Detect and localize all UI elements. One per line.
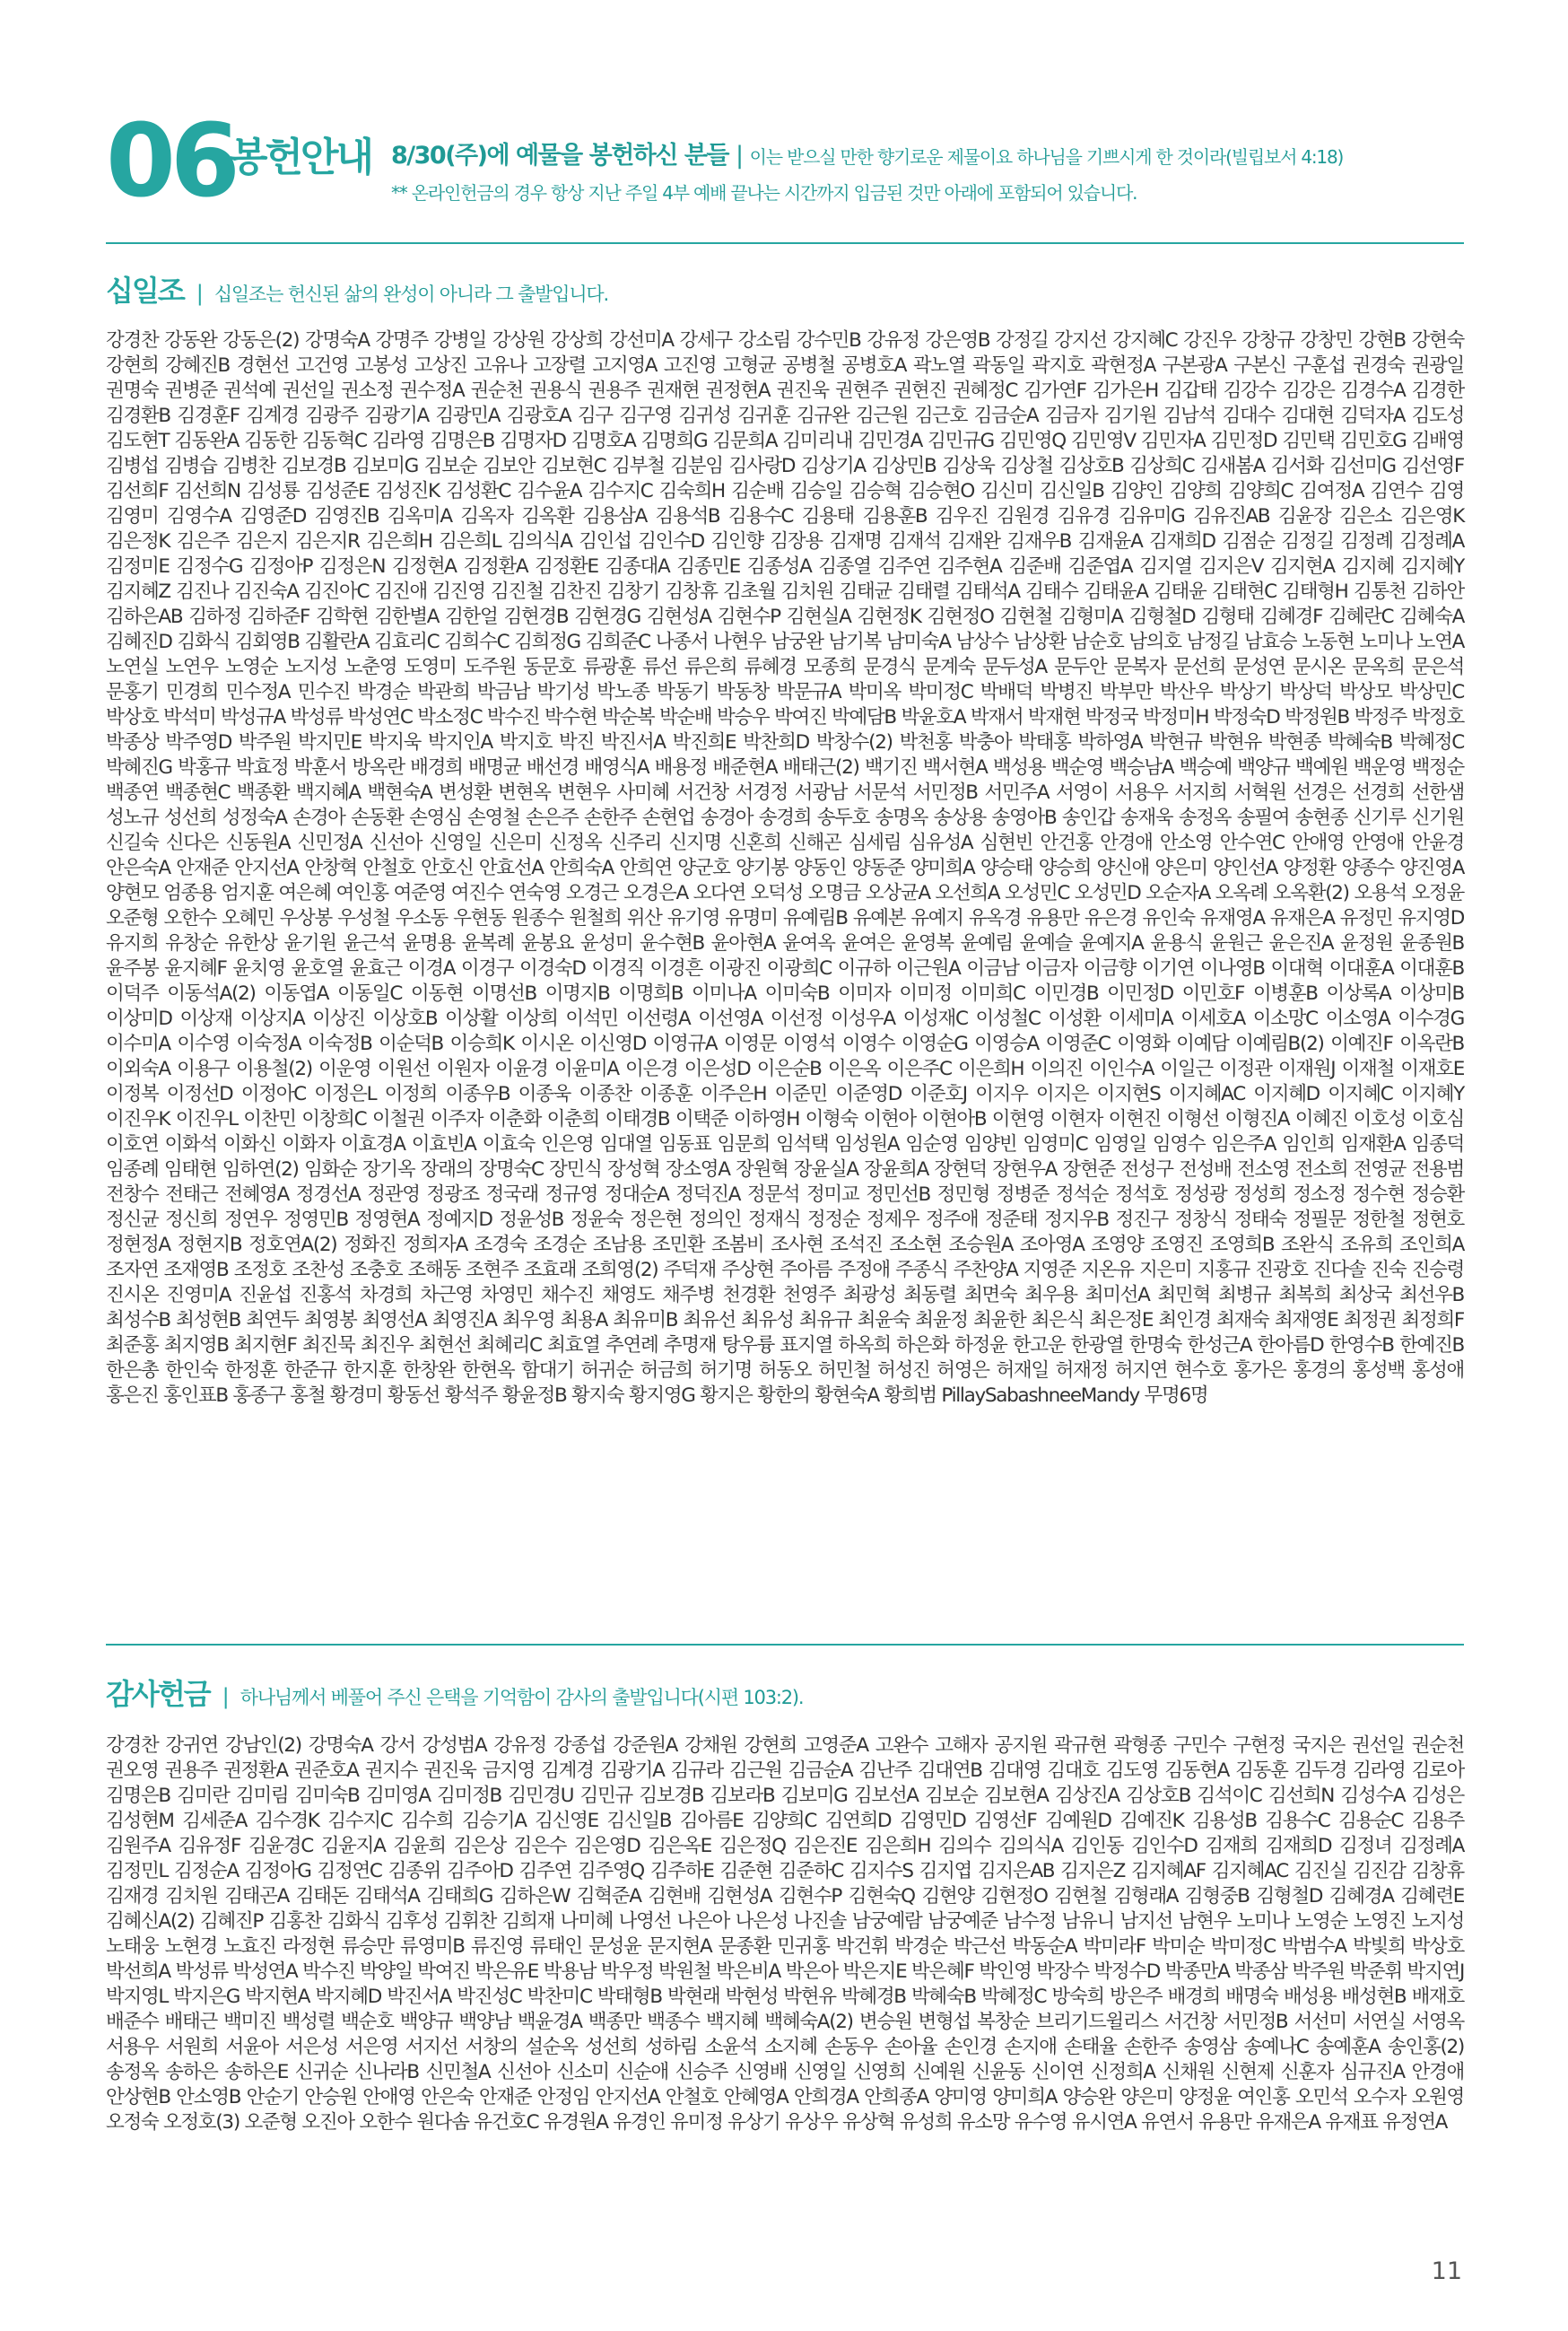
thanks-separator: | [222,1684,228,1709]
thanks-title-row [106,1674,803,1717]
page-number: 11 [1431,2257,1462,2285]
thanks-title: 감사헌금 [106,1677,210,1711]
thanks-subtitle: 하나님께서 베풀어 주신 은택을 기억함이 감사의 출발입니다(시편 103:2). [240,1687,804,1708]
heading-verse: 이는 받으실 만한 향기로운 제물이요 하나님을 기쁘시게 한 것이라(빌립보서 4:18) [749,146,1344,168]
section-header [106,103,1469,242]
section-number: 06 [106,103,235,220]
tithe-title-row [106,271,608,314]
online-offering-note: ** 온라인헌금의 경우 항상 지난 주일 4부 예배 끝나는 시간까지 입금된 것만 아래에 포함되어 있습니다. [391,182,1137,204]
thanks-names: 강경찬 강귀연 강남인(2) 강명숙A 강서 강성범A 강유정 강종섭 강준원A 강채원 강현희 고영준A 고완수 고해자 공지원 곽규현 곽형종 구민수 구현정 국지은 권선일 권순천 권오영 권용주 권정환A 권준호A 권지수 권진욱 금지영 김계경 김광기A 김규라 김근원 김금순A 김난주 김대연B 김대영 김대호 김도영 김동현A 김동훈 김두경 김라영 김로아 김명은B 김미란 김미림 김미숙B 김미영A 김미정B 김민경U 김민규 김보경B 김보라B 김보미G 김보선A 김보순 김보현A 김상진A 김상호B 김석이C 김선희N 김성수A 김성은 김성현M 김세준A 김수경K 김수지C 김수희 김승기A 김신영E 김신일B 김아름E 김양희C 김연희D 김영민D 김영선F 김예원D 김예진K 김용성B 김용수C 김용순C 김용주 김원주A 김유정F 김윤경C 김윤지A 김윤희 김은상 김은수 김은영D 김은옥E 김은정Q 김은진E 김은희H 김의수 김의식A 김인동 김인수D 김재희 김재희D 김정녀 김정례A 김정민L 김정순A 김정아G 김정연C 김종위 김주아D 김주연 김주영Q 김주하E 김준현 김준하C 김지수S 김지엽 김지은AB 김지은Z 김지혜AF 김지혜AC 김진실 김진감 김창휴 김재경 김치원 김태곤A 김태돈 김태석A 김태희G 김하은W 김혁준A 김현배 김현성A 김현수P 김현숙Q 김현양 김현정O 김현철 김형래A 김형중B 김형철D 김혜경A 김혜련E 김혜신A(2) 김혜진P 김홍찬 김화식 김후성 김휘찬 김희재 나미혜 나영선 나은아 나은성 나진솔 남궁예람 남궁예준 남수정 남유니 남지선 남현우 노미나 노영순 노영진 노지성 노태웅 노현경 노효진 라정현 류승만 류영미B 류진영 류태인 문성윤 문지현A 문종환 민귀홍 박건휘 박경순 박근선 박동순A 박미라F 박미순 박미정C 박범수A 박빛희 박상호 박선희A 박성류 박성연A 박수진 박양일 박여진 박은유E 박용남 박우정 박원철 박은비A 박은아 박은지E 박은혜F 박인영 박장수 박정수D 박종만A 박종삼 박주원 박준휘 박지연J 박지영L 박지은G 박지현A 박지혜D 박진서A 박진성C 박찬미C 박태형B 박현래 박현성 박현유 박혜경B 박혜숙B 박혜정C 방숙희 방은주 배경희 배명숙 배성용 배성현B 배재호 배준수 배태근 백미진 백성렬 백순호 백양규 백양남 백윤경A 백종만 백종수 백지혜 백혜숙A(2) 변승원 변형섭 복창순 브리기드윌리스 서건창 서민정B 서선미 서연실 서영옥 서용우 서원희 서윤아 서은성 서은영 서지선 서창의 설순옥 성선희 성하림 소윤석 소지혜 손동우 손아율 손인경 손지애 손태율 손한주 송영삼 송예나C 송예훈A 송인홍(2) 송정옥 송하은 송하은E 신귀순 신나라B 신민철A 신선아 신소미 신순애 신승주 신영배 신영일 신영희 신예원 신윤동 신이연 신정희A 신채원 신현제 신훈자 심규진A 안경애 안상현B 안소영B 안순기 안승원 안애영 안은숙 안재준 안정임 안지선A 안철호 안혜영A 안희경A 안희종A 양미영 양미희A 양승완 양은미 양정윤 여인홍 오민석 오수자 오원영 오정숙 오정호(3) 오준형 오진아 오한수 원다솜 유건호C 유경원A 유경인 유미정 유상기 유상우 유상혁 유성희 유소망 유수영 유시연A 유연서 유용만 유재은A 유재표 유정연A [106,1734,1464,2134]
offering-date-heading: 8/30(주)에 예물을 봉헌하신 분들 [391,142,729,170]
tithe-subtitle: 십일조는 헌신된 삶의 완성이 아니라 그 출발입니다. [213,284,608,305]
offering-heading [391,138,1343,175]
heading-separator: | [736,142,743,170]
tithe-separator: | [196,281,202,306]
section-divider [106,1644,1464,1646]
tithe-title: 십일조 [106,274,184,308]
tithe-names: 강경찬 강동완 강동은(2) 강명숙A 강명주 강병일 강상원 강상희 강선미A 강세구 강소림 강수민B 강유정 강은영B 강정길 강지선 강지혜C 강진우 강창규 강창민 강현B 강현숙 강현희 강혜진B 경현선 고건영 고봉성 고상진 고유나 고장렬 고지영A 고진영 고형균 공병철 공병호A 곽노열 곽동일 곽지호 곽현정A 구본광A 구본신 구훈섭 권경숙 권광일 권명숙 권병준 권석예 권선일 권소정 권수정A 권순천 권용식 권용주 권재현 권정현A 권진욱 권현주 권현진 권혜정C 김가연F 김가은H 김갑태 김강수 김강은 김경수A 김경한 김경환B 김경훈F 김계경 김광주 김광기A 김광민A 김광호A 김구 김구영 김귀성 김귀훈 김규완 김근원 김근호 김금순A 김금자 김기원 김남석 김대수 김대현 김덕자A 김도성 김도현T 김동완A 김동한 김동혁C 김라영 김명은B 김명자D 김명호A 김명희G 김문희A 김미리내 김민경A 김민규G 김민영Q 김민영V 김민자A 김민정D 김민택 김민호G 김배영 김병섭 김병습 김병찬 김보경B 김보미G 김보순 김보안 김보현C 김부철 김분임 김사랑D 김상기A 김상민B 김상욱 김상철 김상호B 김상희C 김새봄A 김서화 김선미G 김선영F 김선희F 김선희N 김성룡 김성준E 김성진K 김성환C 김수윤A 김수지C 김숙희H 김순배 김승일 김승혁 김승현O 김신미 김신일B 김양인 김양희 김양희C 김여정A 김연수 김영 김영미 김영수A 김영준D 김영진B 김옥미A 김옥자 김옥환 김용삼A 김용석B 김용수C 김용태 김용훈B 김우진 김원경 김유경 김유미G 김유진AB 김윤장 김은소 김은영K 김은정K 김은주 김은지 김은지R 김은희H 김은희L 김의식A 김인섭 김인수D 김인향 김장용 김재명 김재석 김재완 김재우B 김재윤A 김재희D 김점순 김정길 김정례 김정례A 김정미E 김정수G 김정아P 김정은N 김정현A 김정환A 김정환E 김종대A 김종민E 김종성A 김종열 김주연 김주현A 김준배 김준엽A 김지열 김지은V 김지현A 김지혜 김지혜Y 김지혜Z 김진나 김진숙A 김진아C 김진애 김진영 김진철 김찬진 김창기 김창휴 김초월 김치원 김태균 김태렬 김태석A 김태수 김태윤A 김태윤 김태현C 김태형H 김통천 김하안 김하은AB 김하정 김하준F 김학현 김한별A 김한얼 김현경B 김현경G 김현성A 김현수P 김현실A 김현정K 김현정O 김현철 김형미A 김형철D 김형태 김혜경F 김혜란C 김혜숙A 김혜진D 김화식 김회영B 김활란A 김효리C 김희수C 김희정G 김희준C 나종서 나현우 남궁완 남기복 남미숙A 남상수 남상환 남순호 남의호 남정길 남효승 노동현 노미나 노연A 노연실 노연우 노영순 노지성 노춘영 도영미 도주원 동문호 류광훈 류선 류은희 류혜경 모종희 문경식 문계숙 문두성A 문두안 문복자 문선희 문성연 문시온 문옥희 문은석 문홍기 민경희 민수정A 민수진 박경순 박관희 박금남 박기성 박노종 박동기 박동창 박문규A 박미옥 박미정C 박배덕 박병진 박부만 박산우 박상기 박상덕 박상모 박상민C 박상호 박석미 박성규A 박성류 박성연C 박소정C 박수진 박수현 박순복 박순배 박승우 박여진 박예담B 박윤호A 박재서 박재현 박정국 박정미H 박정숙D 박정원B 박정주 박정호 박종상 박주영D 박주원 박지민E 박지욱 박지인A 박지호 박진 박진서A 박진희E 박찬희D 박창수(2) 박천홍 박충아 박태홍 박하영A 박현규 박현유 박현종 박혜숙B 박혜정C 박혜진G 박홍규 박효정 박훈서 방옥란 배경희 배명균 배선경 배영식A 배용정 배준현A 배태근(2) 백기진 백서현A 백성용 백순영 백승남A 백승예 백양규 백예원 백운영 백정순 백종연 백종현C 백종환 백지혜A 백현숙A 변성환 변현옥 변현우 사미혜 서건창 서경정 서광남 서문석 서민정B 서민주A 서영이 서용우 서지희 서혁원 선경은 선경희 선한샘 성노규 성선희 성정숙A 손경아 손동환 손영심 손영철 손은주 손한주 손현업 송경아 송경희 송두호 송명옥 송상용 송영아B 송인갑 송재욱 송정옥 송필여 송현종 신기루 신기원 신길숙 신다은 신동원A 신민정A 신선아 신영일 신은미 신정옥 신주리 신지명 신혼희 신해곤 심세림 심유성A 심현빈 안건홍 안경애 안소영 안수연C 안애영 안영애 안윤경 안은숙A 안재준 안지선A 안창혁 안철호 안호신 안효선A 안희숙A 안희연 양군호 양기봉 양동인 양동준 양미희A 양승태 양승희 양신애 양은미 양인선A 양정환 양종수 양진영A 양현모 엄종용 엄지훈 여은혜 여인홍 여준영 여진수 연숙영 오경근 오경은A 오다연 오덕성 오명금 오상균A 오선희A 오성민C 오성민D 오순자A 오옥례 오옥환(2) 오용석 오정윤 오준형 오한수 오혜민 우상봉 우성철 우소동 우현동 원종수 원철희 위산 유기영 유명미 유예림B 유예본 유예지 유옥경 유용만 유은경 유인숙 유재영A 유재은A 유정민 유지영D 유지희 유창순 유한상 윤기원 윤근석 윤명용 윤복례 윤봉요 윤성미 윤수현B 윤아현A 윤여옥 윤여은 윤영복 윤예림 윤예슬 윤예지A 윤용식 윤원근 윤은진A 윤정원 윤종원B 윤주봉 윤지혜F 윤치영 윤호열 윤효근 이경A 이경구 이경숙D 이경직 이경흔 이광진 이광희C 이규하 이근원A 이금남 이금자 이금향 이기연 이나영B 이대혁 이대훈A 이대훈B 이덕주 이동석A(2) 이동엽A 이동일C 이동현 이명선B 이명지B 이명희B 이미나A 이미숙B 이미자 이미정 이미희C 이민경B 이민정D 이민호F 이병훈B 이상록A 이상미B 이상미D 이상재 이상지A 이상진 이상호B 이상활 이상희 이석민 이선령A 이선영A 이선정 이성우A 이성재C 이성철C 이성환 이세미A 이세호A 이소망C 이소영A 이수경G 이수미A 이수영 이숙정A 이숙정B 이순덕B 이승희K 이시온 이신영D 이영규A 이영문 이영석 이영수 이영순G 이영승A 이영준C 이영화 이예담 이예림B(2) 이예진F 이옥란B 이외숙A 이용구 이용철(2) 이운영 이원선 이원자 이윤경 이윤미A 이은경 이은성D 이은순B 이은옥 이은주C 이은희H 이의진 이인수A 이일근 이정관 이재원J 이재철 이재호E 이정복 이정선D 이정아C 이정은L 이정희 이종우B 이종욱 이종찬 이종훈 이주은H 이준민 이준영D 이준호J 이지우 이지은 이지현S 이지혜AC 이지혜D 이지혜C 이지혜Y 이진우K 이진우L 이찬민 이창희C 이철권 이주자 이춘화 이춘희 이태경B 이택준 이하영H 이형숙 이현아 이현아B 이현영 이현자 이현진 이형선 이형진A 이혜진 이호성 이호심 이호연 이화석 이화신 이화자 이효경A 이효빈A 이효숙 인은영 임대열 임동표 임문희 임석택 임성원A 임순영 임양빈 임영미C 임영일 임영수 임은주A 임인희 임재환A 임종덕 임종례 임태현 임하연(2) 임화순 장기옥 장래의 장명숙C 장민식 장성혁 장소영A 장원혁 장윤실A 장윤희A 장현덕 장현우A 장현준 전성구 전성배 전소영 전소희 전영균 전용범 전창수 전태근 전혜영A 정경선A 정관영 정광조 정국래 정규영 정대순A 정덕진A 정문석 정미교 정민선B 정민형 정병준 정석순 정석호 정성광 정성희 정소정 정수현 정승환 정신균 정신희 정연우 정영민B 정영현A 정예지D 정윤성B 정윤숙 정은현 정의인 정재식 정정순 정제우 정주애 정준태 정지우B 정진구 정창식 정태숙 정필문 정한철 정현호 정현정A 정현지B 정호연A(2) 정화진 정희자A 조경숙 조경순 조남용 조민환 조봄비 조사현 조석진 조소현 조승원A 조아영A 조영양 조영진 조영희B 조완식 조유희 조인희A 조자연 조재영B 조정호 조찬성 조충호 조해동 조현주 조효래 조희영(2) 주덕재 주상현 주아름 주정애 주종식 주찬양A 지영준 지온유 지은미 지홍규 진광호 진다솔 진숙 진승령 진시온 진영미A 진윤섭 진홍석 차경희 차근영 차영민 채수진 채영도 채주병 천경환 천영주 최광성 최동렬 최면숙 최우용 최미선A 최민혁 최병규 최복희 최상국 최선우B 최성수B 최성현B 최연두 최영봉 최영선A 최영진A 최우영 최용A 최유미B 최유선 최유성 최유규 최윤숙 최윤정 최윤한 최은식 최은정E 최인경 최재숙 최재영E 최정권 최정희F 최준홍 최지영B 최지현F 최진묵 최진우 최현선 최혜리C 최효열 추연례 추명재 탕우륭 표지열 하옥희 하은화 하정윤 한고운 한광열 한명숙 한성근A 한아름D 한영수B 한예진B 한은총 한인숙 한정훈 한준규 한지훈 한창완 한현옥 함대기 허귀순 허금희 허기명 허동오 허민철 허성진 허영은 허재일 허재정 허지연 현수호 홍가은 홍경의 홍성백 홍성애 홍은진 홍인표B 홍종구 홍철 황경미 황동선 황석주 황윤정B 황지숙 황지영G 황지은 황한의 황현숙A 황희범 PillaySabashneeMandy 무명6명 [106,329,1464,1407]
section-title: 봉헌안내 [230,135,372,180]
header-divider [106,242,1464,244]
